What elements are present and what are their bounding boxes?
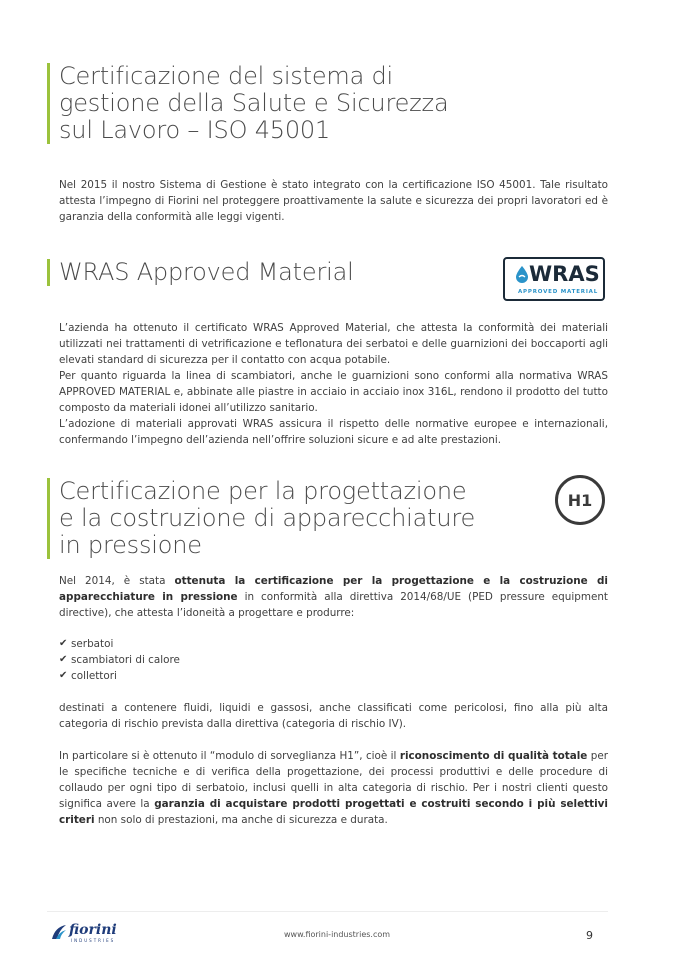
fiorini-logo bbox=[50, 922, 130, 944]
ped-intro-bold: ottenuta la certificazione per la progettazione e la costruzione di apparecchiature in pressione bbox=[59, 575, 608, 603]
ped-final-text-c: per le specifiche tecniche e di verifica della progettazione, dei processi produttivi e delle procedure di collaudo per ogni tipo di serbatoio, inclusi quelli in alta categoria di rischio. Per i nostri clienti questo significa avere la bbox=[59, 750, 608, 810]
wras-title bbox=[47, 259, 354, 286]
wras-logo-word: WRAS bbox=[529, 262, 600, 286]
wras-paragraph-2: Per quanto riguarda la linea di scambiatori, anche le guarnizioni sono conformi alla normativa WRAS APPROVED MATERIAL e, abbinate alle piastre in acciaio in acciaio inox 316L, rendono il prodotto del tutto composto da materiali idonei all’utilizzo sanitario. bbox=[59, 370, 608, 414]
ped-final-bold-1: riconoscimento di qualità totale bbox=[399, 750, 588, 762]
wras-logo-subtitle: APPROVED MATERIAL bbox=[518, 289, 599, 295]
list-item-label: scambiatori di calore bbox=[71, 654, 180, 666]
wras-body bbox=[59, 320, 608, 448]
ped-final-bold-2: garanzia di acquistare prodotti progettati e costruiti secondo i più selettivi criteri bbox=[59, 798, 608, 826]
list-item bbox=[59, 652, 180, 668]
ped-intro-text-a: Nel 2014, è stata bbox=[59, 575, 175, 587]
iso45001-title-line-2: gestione della Salute e Sicurezza bbox=[59, 89, 449, 117]
page-number: 9 bbox=[586, 929, 593, 942]
iso45001-title bbox=[47, 63, 448, 144]
footer-divider bbox=[47, 911, 608, 912]
ped-title-line-1: Certificazione per la progettazione bbox=[59, 477, 467, 505]
iso45001-title-line-1: Certificazione del sistema di bbox=[59, 62, 394, 90]
list-item bbox=[59, 668, 180, 684]
fiorini-logo-name: fiorini bbox=[69, 922, 117, 938]
wras-title-text: WRAS Approved Material bbox=[59, 258, 354, 286]
ped-intro-text-b: in conformità alla direttiva 2014/68/UE (PED pressure equipment directive), che attesta l’idoneità a progettare e produrre: bbox=[59, 591, 608, 619]
ped-title-line-3: in pressione bbox=[59, 531, 202, 559]
fiorini-logo-mark-icon bbox=[50, 923, 68, 941]
checkmark-icon: ✔ bbox=[59, 654, 68, 665]
ped-title-line-2: e la costruzione di apparecchiature bbox=[59, 504, 476, 532]
ped-final-text-d: non solo di prestazioni, ma anche di sicurezza e durata. bbox=[94, 814, 388, 826]
ped-product-list bbox=[59, 636, 180, 684]
iso45001-title-line-3: sul Lavoro – ISO 45001 bbox=[59, 116, 331, 144]
list-item-label: collettori bbox=[71, 670, 117, 682]
water-drop-icon bbox=[515, 265, 529, 283]
list-item-label: serbatoi bbox=[71, 638, 114, 650]
wras-logo bbox=[503, 257, 605, 301]
fiorini-logo-tag: INDUSTRIES bbox=[71, 938, 116, 943]
wras-paragraph-1: L’azienda ha ottenuto il certificato WRAS Approved Material, che attesta la conformità dei materiali utilizzati nei trattamenti di vetrificazione e teflonatura dei serbatoi e delle guarnizioni dei boccaporti agli elevati standard di sicurezza per il contatto con acqua potabile. bbox=[59, 322, 608, 366]
iso45001-paragraph: Nel 2015 il nostro Sistema di Gestione è stato integrato con la certificazione ISO 45001. Tale risultato attesta l’impegno di Fiorini nel proteggere proattivamente la salute e sicurezza dei propri lavoratori ed è garanzia della conformità alle leggi vigenti. bbox=[59, 179, 608, 223]
ped-title bbox=[47, 478, 475, 559]
ped-final-paragraph bbox=[59, 748, 608, 828]
ped-contain-paragraph: destinati a contenere fluidi, liquidi e gassosi, anche classificati come pericolosi, fino alla più alta categoria di rischio prevista dalla direttiva (categoria di rischio IV). bbox=[59, 702, 608, 730]
h1-badge-label: H1 bbox=[567, 490, 593, 510]
wras-paragraph-3: L’adozione di materiali approvati WRAS assicura il rispetto delle normative europee e internazionali, confermando l’impegno dell’azienda nell’offrire soluzioni sicure e ad alte prestazioni. bbox=[59, 418, 608, 446]
h1-badge-icon bbox=[555, 475, 605, 525]
list-item bbox=[59, 636, 180, 652]
ped-final-text-a: In particolare si è ottenuto il “modulo di sorveglianza H1”, cioè il bbox=[59, 750, 400, 762]
checkmark-icon: ✔ bbox=[59, 670, 68, 681]
ped-intro-paragraph bbox=[59, 573, 608, 621]
footer-url[interactable]: www.fiorini-industries.com bbox=[284, 930, 391, 939]
checkmark-icon: ✔ bbox=[59, 638, 68, 649]
